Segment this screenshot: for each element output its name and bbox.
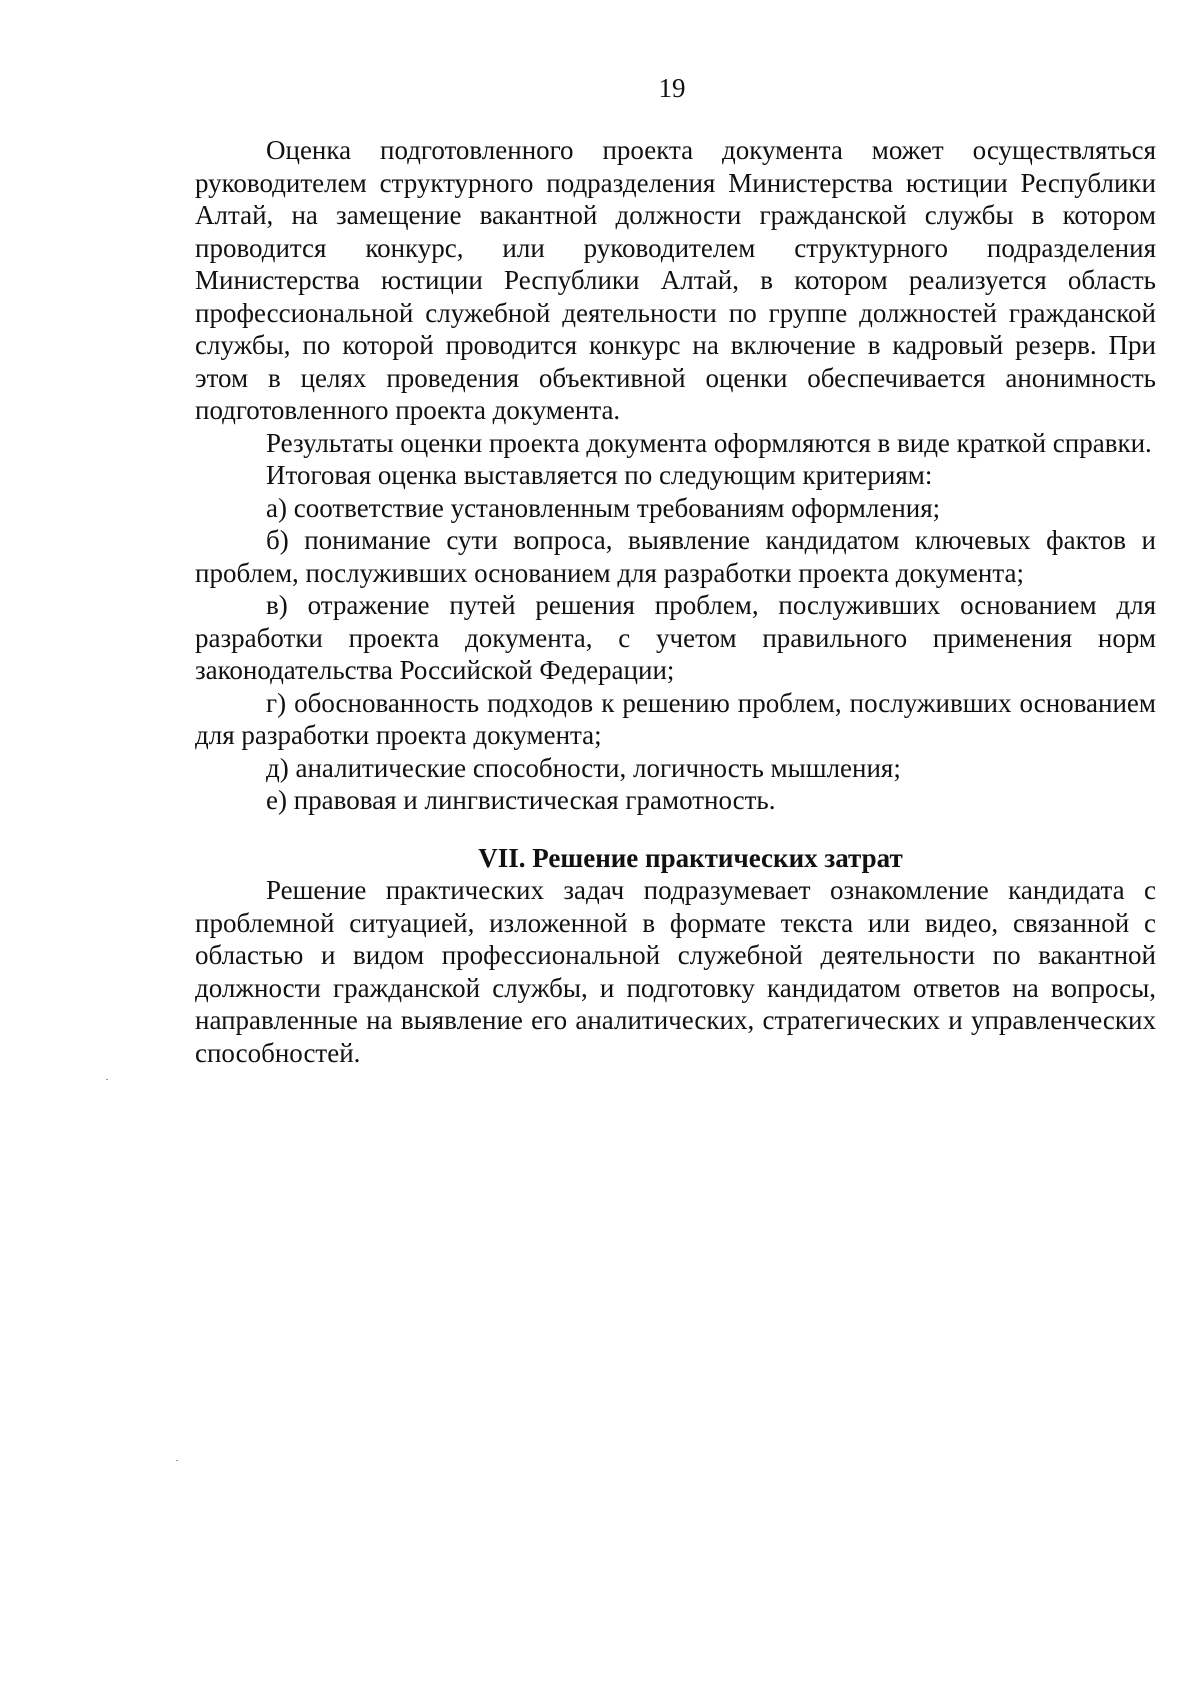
paragraph-criteria-intro: Итоговая оценка выставляется по следующим критериям: [266,460,933,490]
criterion-b: б) понимание сути вопроса, выявление кандидатом ключевых фактов и проблем, послуживших основанием для разработки проекта документа; [195,525,1156,588]
paragraph-results: Результаты оценки проекта документа оформляются в виде краткой справки. [266,427,1152,458]
criterion-c: в) отражение путей решения проблем, послуживших основанием для разработки проекта документа, с учетом правильного применения норм законодательства Российской Федерации; [195,590,1156,685]
criterion-f: е) правовая и лингвистическая грамотность. [266,785,776,815]
scan-artifact [106,1079,108,1080]
criterion-e: д) аналитические способности, логичность мышления; [266,752,901,783]
criterion-d: г) обоснованность подходов к решению проблем, послуживших основанием для разработки проекта документа; [195,687,1156,750]
paragraph-evaluation: Оценка подготовленного проекта документа может осуществляться руководителем структурного подразделения Министерства юстиции Республики Алтай, на замещение вакантной должности гражданской службы в котором проводится конкурс, или руководителем структурного подразделения Министерства юстиции Республики Алтай, в котором реализуется область профессиональной служебной деятельности по группе должностей гражданской службы, по которой проводится конкурс на включение в кадровый резерв. При этом в целях проведения объективной оценки обеспечивается анонимность подготовленного проекта документа. [195,135,1156,425]
scan-artifact [176,1460,178,1461]
document-body [195,134,1156,1069]
paragraph-practical-tasks: Решение практических задач подразумевает ознакомление кандидата с проблемной ситуацией, изложенной в формате текста или видео, связанной с областью и видом профессиональной служебной деятельности по вакантной должности гражданской службы, и подготовку кандидатом ответов на вопросы, направленные на выявление его аналитических, стратегических и управленческих способностей. [195,875,1156,1068]
criterion-a: а) соответствие установленным требованиям оформления; [266,492,941,523]
section-heading: VII. Решение практических затрат [478,842,903,873]
page-number: 19 [658,73,686,103]
